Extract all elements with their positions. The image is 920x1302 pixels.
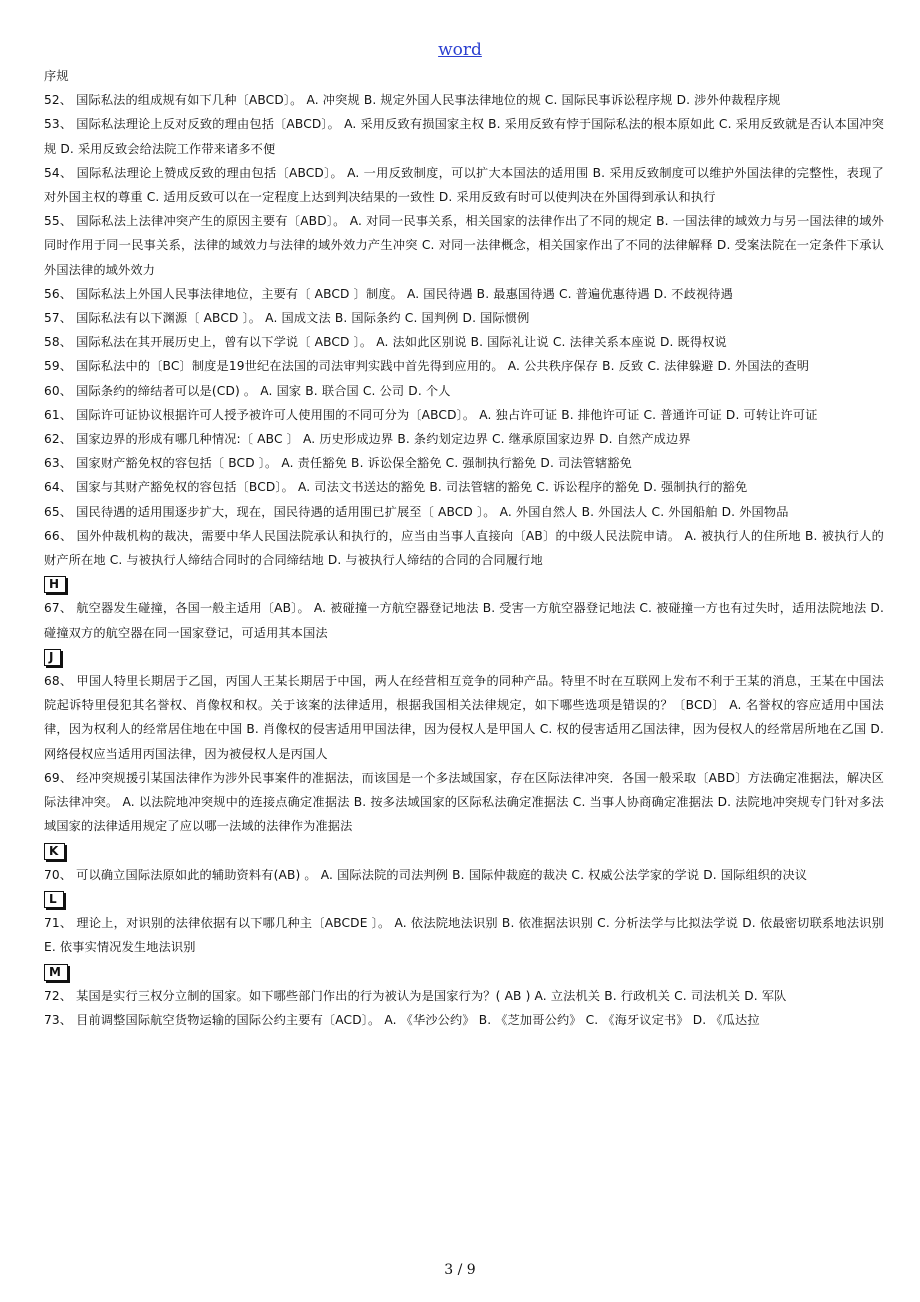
- page-number: 3 / 9: [444, 1262, 476, 1278]
- question-paragraph: 53、 国际私法理论上反对反致的理由包括〔ABCD〕。 A. 采用反致有损国家主权 B. 采用反致有悖于国际私法的根本原如此 C. 采用反致就是否认本国冲突规 D. 采用反致会给法院工作带来诸多不便: [44, 117, 884, 156]
- question-paragraph: 64、 国家与其财产豁免权的容包括〔BCD〕。 A. 司法文书送达的豁免 B. 司法管辖的豁免 C. 诉讼程序的豁免 D. 强制执行的豁免: [44, 480, 748, 495]
- section-letter-row: [44, 887, 884, 911]
- section-letter-row: [44, 960, 884, 984]
- question-paragraph: 57、 国际私法有以下渊源〔 ABCD 〕。 A. 国成文法 B. 国际条约 C. 国判例 D. 国际惯例: [44, 311, 530, 326]
- page-header-title: word: [438, 40, 482, 60]
- question-paragraph: 序规: [44, 69, 69, 83]
- question-paragraph: 54、 国际私法理论上赞成反致的理由包括〔ABCD〕。 A. 一用反致制度，可以扩大本国法的适用围 B. 采用反致制度可以维护外国法律的完整性，表现了对外国主权的尊重 C. 适用反致可以在一定程度上达到判决结果的一致性 D. 采用反致有时可以使判决在外国得到承认和执行: [44, 165, 884, 205]
- question-paragraph: 59、 国际私法中的〔BC〕制度是19世纪在法国的司法审判实践中首先得到应用的。 A. 公共秩序保存 B. 反致 C. 法律躲避 D. 外国法的查明: [44, 359, 810, 374]
- question-paragraph: 70、 可以确立国际法原如此的辅助资料有(AB) 。 A. 国际法院的司法判例 B. 国际仲裁庭的裁决 C. 权威公法学家的学说 D. 国际组织的决议: [44, 867, 808, 882]
- question-paragraph: 52、 国际私法的组成规有如下几种〔ABCD〕。 A. 冲突规 B. 规定外国人民事法律地位的规 C. 国际民事诉讼程序规 D. 涉外仲裁程序规: [44, 93, 781, 108]
- question-paragraph: 68、 甲国人特里长期居于乙国，丙国人王某长期居于中国，两人在经营相互竞争的同种产品。特里不时在互联网上发布不利于王某的消息，王某在中国法院起诉特里侵犯其名誉权、肖像权和权。关于该案的法律适用，根据我国相关法律规定，如下哪些选项是错误的？〔BCD〕 A. 名誉权的容应适用中国法律，因为权利人的经常居住地在中国 B. 肖像权的侵害适用甲国法律，因为侵权人是甲国人 C. 权的侵害适用乙国法律，因为侵权人的经常居所地在乙国 D. 网络侵权应当适用丙国法律，因为被侵权人是丙国人: [44, 674, 884, 761]
- question-paragraph: 73、 目前调整国际航空货物运输的国际公约主要有〔ACD〕。 A. 《华沙公约》 B. 《芝加哥公约》 C. 《海牙议定书》 D. 《瓜达拉: [44, 1012, 760, 1027]
- section-letter-tag: J: [44, 649, 61, 666]
- section-letter-row: [44, 645, 884, 669]
- question-paragraph: 62、 国家边界的形成有哪几种情况:〔 ABC 〕 A. 历史形成边界 B. 条约划定边界 C. 继承原国家边界 D. 自然产成边界: [44, 432, 691, 447]
- question-paragraph: 71、 理论上，对识别的法律依据有以下哪几种主〔ABCDE 〕。 A. 依法院地法识别 B. 依准据法识别 C. 分析法学与比拟法学说 D. 依最密切联系地法识别E. 依事实情况发生地法识别: [44, 916, 884, 955]
- question-paragraph: 69、 经冲突规援引某国法律作为涉外民事案件的准据法，而该国是一个多法域国家，存在区际法律冲突．各国一般采取〔ABD〕方法确定准据法，解决区际法律冲突。 A. 以法院地冲突规中的连接点确定准据法 B. 按多法域国家的区际私法确定准据法 C. 当事人协商确定准据法 D. 法院地冲突规专门针对多法域国家的法律适用规定了应以哪一法域的法律作为准据法: [44, 770, 884, 834]
- document-body: [44, 64, 884, 1032]
- section-letter-row: [44, 572, 884, 596]
- section-letter-tag: K: [44, 843, 65, 860]
- question-paragraph: 72、 某国是实行三权分立制的国家。如下哪些部门作出的行为被认为是国家行为？( AB ) A. 立法机关 B. 行政机关 C. 司法机关 D. 军队: [44, 988, 787, 1003]
- question-paragraph: 61、 国际许可证协议根据许可人授予被许可人使用围的不同可分为〔ABCD〕。 A. 独占许可证 B. 排他许可证 C. 普通许可证 D. 可转让许可证: [44, 407, 818, 422]
- section-letter-row: [44, 839, 884, 863]
- question-paragraph: 67、 航空器发生碰撞，各国一般主适用〔AB〕。 A. 被碰撞一方航空器登记地法 B. 受害一方航空器登记地法 C. 被碰撞一方也有过失时，适用法院地法 D. 碰撞双方的航空器在同一国家登记，可适用其本国法: [44, 601, 884, 640]
- question-paragraph: 58、 国际私法在其开展历史上，曾有以下学说〔 ABCD 〕。 A. 法如此区别说 B. 国际礼让说 C. 法律关系本座说 D. 既得权说: [44, 335, 727, 350]
- question-paragraph: 56、 国际私法上外国人民事法律地位，主要有〔 ABCD 〕制度。 A. 国民待遇 B. 最惠国待遇 C. 普遍优惠待遇 D. 不歧视待遇: [44, 286, 733, 301]
- question-paragraph: 55、 国际私法上法律冲突产生的原因主要有〔ABD〕。 A. 对同一民事关系，相关国家的法律作出了不同的规定 B. 一国法律的域效力与另一国法律的域外同时作用于同一民事关系，法律的域效力与法律的域外效力产生冲突 C. 对同一法律概念，相关国家作出了不同的法律解释 D. 受案法院在一定条件下承认外国法律的域外效力: [44, 214, 884, 277]
- question-paragraph: 66、 国外仲裁机构的裁决，需要中华人民国法院承认和执行的，应当由当事人直接向〔AB〕的中级人民法院申请。 A. 被执行人的住所地 B. 被执行人的财产所在地 C. 与被执行人缔结合同时的合同缔结地 D. 与被执行人缔结的合同的合同履行地: [44, 528, 884, 568]
- question-paragraph: 63、 国家财产豁免权的容包括〔 BCD 〕。 A. 责任豁免 B. 诉讼保全豁免 C. 强制执行豁免 D. 司法管辖豁免: [44, 456, 633, 471]
- question-paragraph: 60、 国际条约的缔结者可以是(CD) 。 A. 国家 B. 联合国 C. 公司 D. 个人: [44, 383, 451, 398]
- section-letter-tag: H: [44, 576, 66, 593]
- question-paragraph: 65、 国民待遇的适用围逐步扩大，现在，国民待遇的适用围已扩展至〔 ABCD 〕。 A. 外国自然人 B. 外国法人 C. 外国船舶 D. 外国物品: [44, 504, 789, 519]
- section-letter-tag: L: [44, 891, 64, 908]
- section-letter-tag: M: [44, 964, 68, 981]
